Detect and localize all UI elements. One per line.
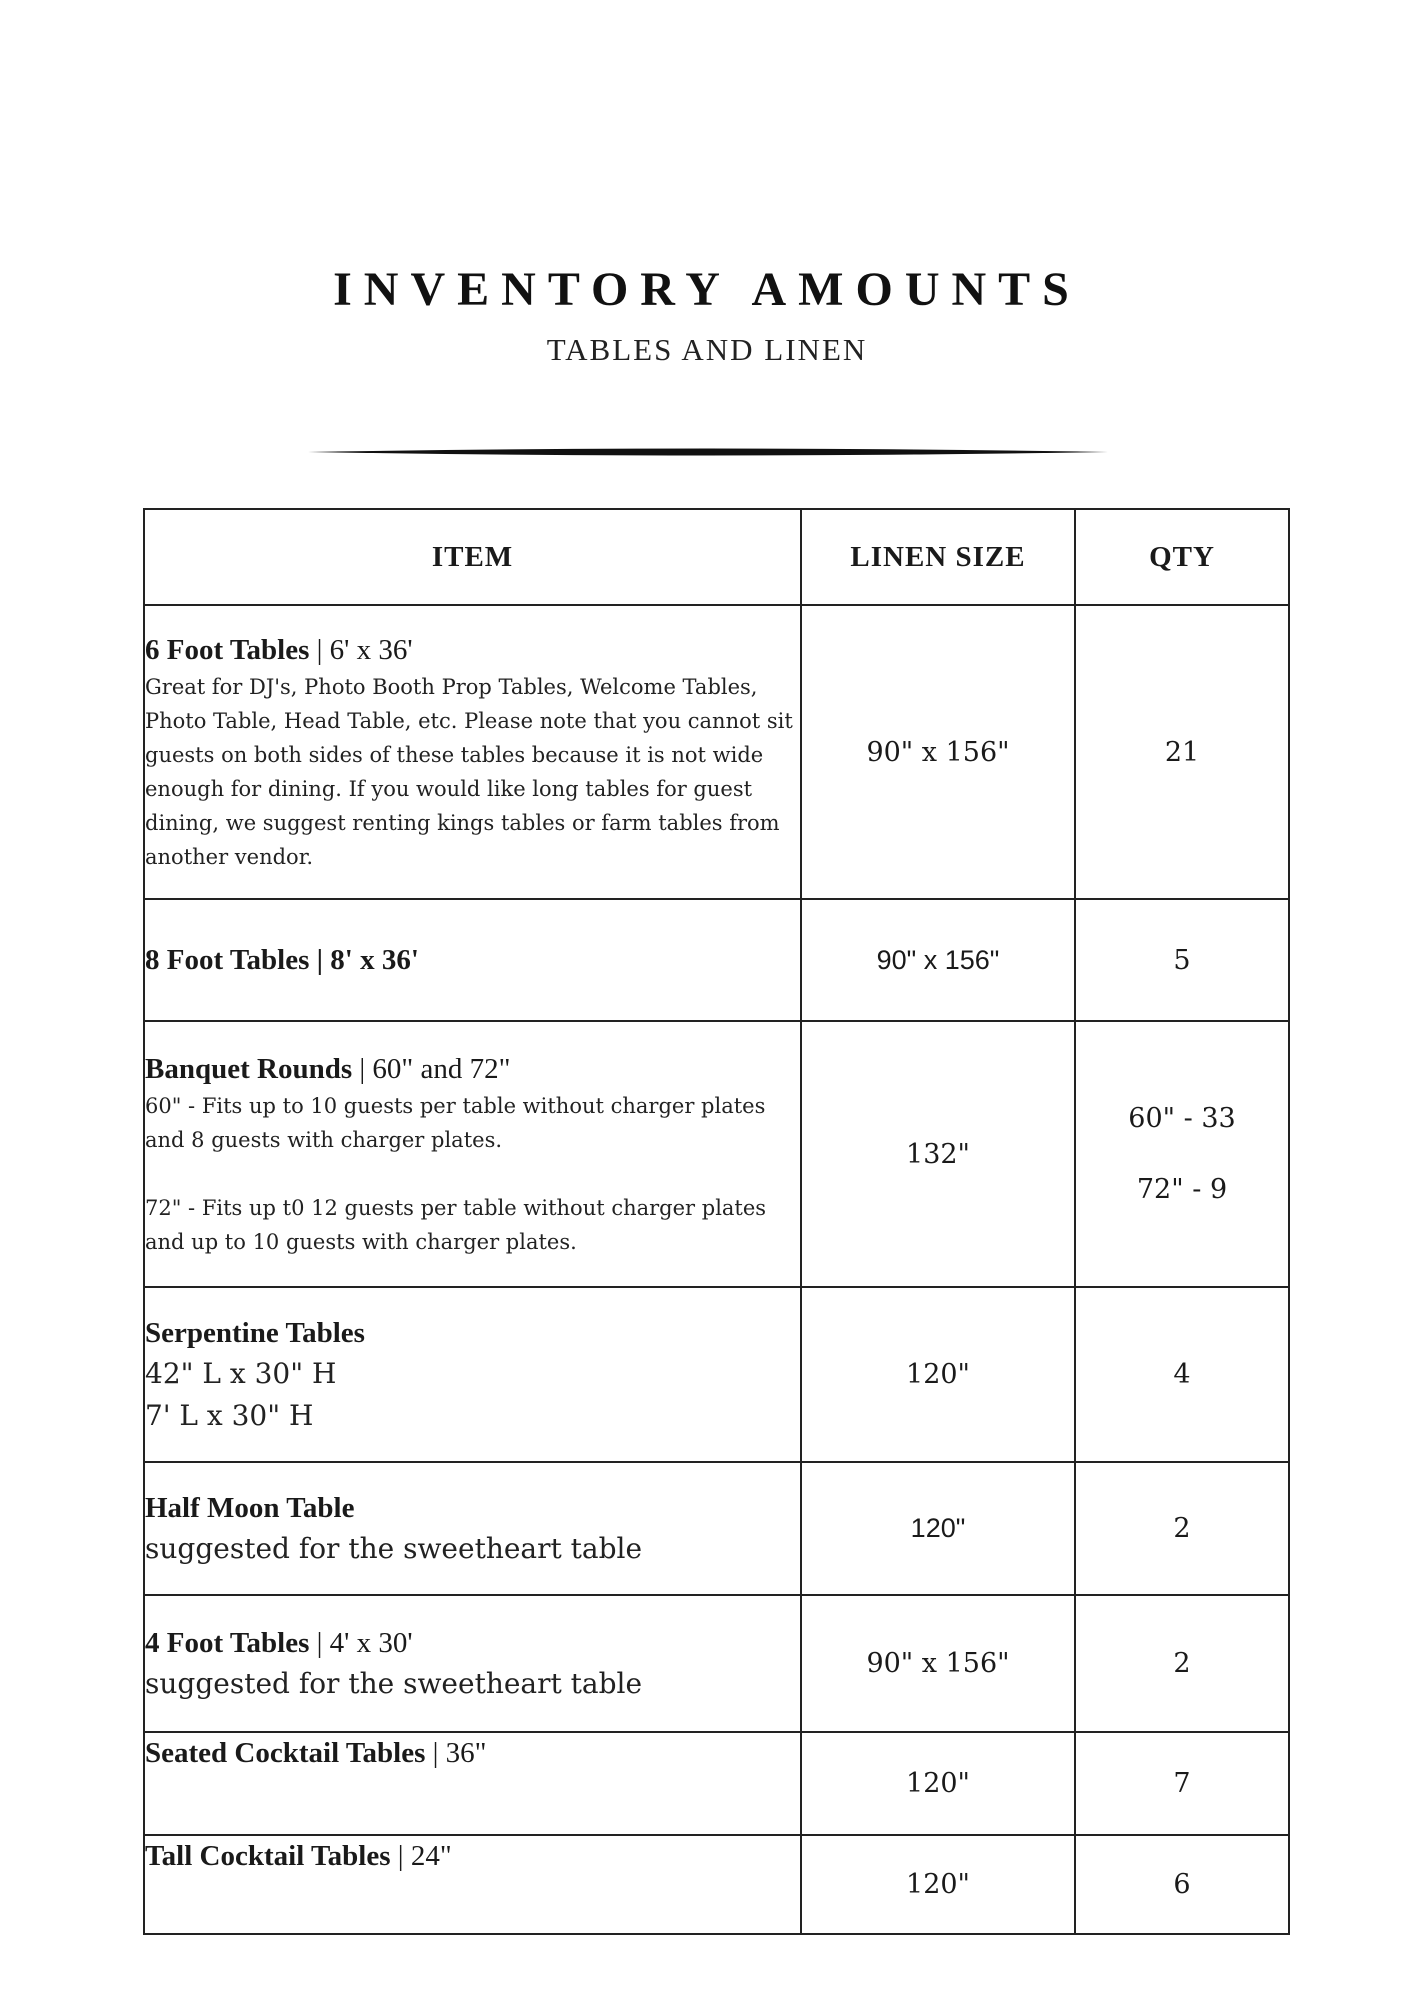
item-cell [144,1595,801,1732]
qty-cell: 6 [1075,1835,1289,1934]
qty-value: 60" - 33 [1128,1103,1236,1134]
item-spec: | 36" [425,1737,487,1769]
item-name: 4 Foot Tables [145,1626,310,1659]
table-header-row [144,509,1289,605]
item-cell [144,899,801,1021]
item-description: Great for DJ's, Photo Booth Prop Tables, Welcome Tables, Photo Table, Head Table, etc. Please note that you cannot sit guests on both sides of these tables because it is not wide enough for dining. If you would like long tables for guest dining, we suggest renting kings tables or farm tables from another vendor. [145,675,793,869]
page-title: INVENTORY AMOUNTS [333,263,1081,316]
item-cell [144,605,801,899]
item-spec: | 6' x 36' [309,634,413,666]
item-dimension: 7' L x 30" H [145,1398,314,1432]
item-dimension: 42" L x 30" H [145,1356,337,1390]
linen-size-cell: 120" [801,1462,1075,1595]
linen-size-cell: 120" [801,1732,1075,1835]
qty-cell [1075,1021,1289,1287]
decorative-divider [308,446,1108,458]
item-name: Seated Cocktail Tables [145,1737,426,1769]
column-header-item: ITEM [144,509,801,605]
item-name: Half Moon Table [145,1491,355,1524]
item-description: 60" - Fits up to 10 guests per table without charger plates and 8 guests with charger plates. [145,1094,766,1152]
item-name: Banquet Rounds [145,1053,353,1085]
table-row [144,899,1289,1021]
linen-size-cell: 132" [801,1021,1075,1287]
item-spec: | 4' x 30' [309,1626,413,1659]
qty-cell: 2 [1075,1595,1289,1732]
table-row [144,1021,1289,1287]
qty-cell: 7 [1075,1732,1289,1835]
linen-size-cell: 120" [801,1287,1075,1462]
table-row [144,1462,1289,1595]
item-cell [144,1021,801,1287]
item-description: 72" - Fits up t0 12 guests per table without charger plates and up to 10 guests with charger plates. [145,1196,767,1254]
column-header-qty: QTY [1075,509,1289,605]
table-row [144,1287,1289,1462]
qty-value: 72" - 9 [1136,1174,1228,1205]
item-cell [144,1732,801,1835]
item-name: Serpentine Tables [145,1316,365,1349]
item-note: suggested for the sweetheart table [145,1531,643,1565]
column-header-linen-size: LINEN SIZE [801,509,1075,605]
qty-cell: 21 [1075,605,1289,899]
item-cell [144,1287,801,1462]
table-row [144,1732,1289,1835]
linen-size-cell: 120" [801,1835,1075,1934]
item-spec: | 60" and 72" [352,1053,511,1085]
item-name: 8 Foot Tables | 8' x 36' [145,944,419,976]
item-cell [144,1462,801,1595]
page-subtitle: TABLES AND LINEN [546,332,868,367]
item-name: Tall Cocktail Tables [145,1840,391,1872]
table-row [144,1595,1289,1732]
qty-cell: 2 [1075,1462,1289,1595]
item-cell [144,1835,801,1934]
linen-size-cell: 90" x 156" [801,1595,1075,1732]
linen-size-cell: 90" x 156" [801,605,1075,899]
inventory-table [143,508,1290,1935]
item-note: suggested for the sweetheart table [145,1666,643,1700]
table-row [144,605,1289,899]
linen-size-cell: 90" x 156" [801,899,1075,1021]
table-row [144,1835,1289,1934]
item-name: 6 Foot Tables [145,634,310,666]
item-spec: | 24" [390,1840,452,1872]
qty-cell: 5 [1075,899,1289,1021]
qty-cell: 4 [1075,1287,1289,1462]
